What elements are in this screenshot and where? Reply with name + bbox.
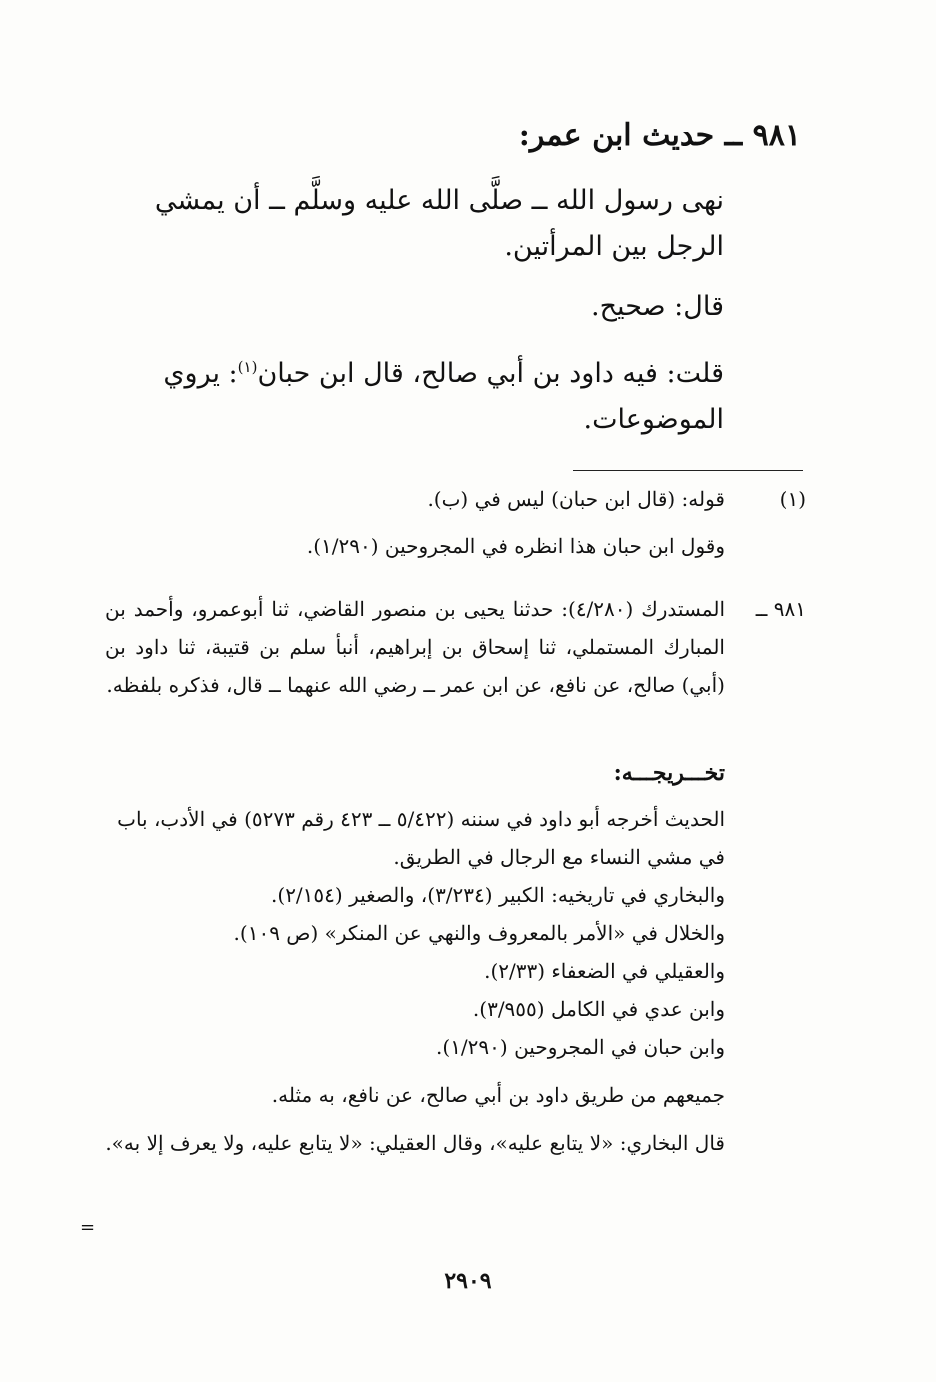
page-number: ٢٩٠٩ [444,1268,492,1294]
main-text [105,178,724,443]
takhrij-paragraph: الحديث أخرجه أبو داود في سننه (٥/٤٢٢ ــ ٤٢٣ رقم ٥٢٧٣) في الأدب، باب في مشي النساء مع الرجال في الطريق. [117,807,725,869]
takhrij-paragraph: والخلال في «الأمر بالمعروف والنهي عن المنكر» (ص ١٠٩). [233,921,725,945]
entry-heading: ٩٨١ ــ حديث ابن عمر: [518,118,801,153]
takhrij-paragraph: وابن عدي في الكامل (٣/٩٥٥). [472,997,725,1021]
continuation-mark: = [80,1217,96,1238]
takhrij-title: تخـــريجـــه: [613,760,725,786]
footnote-1-number: (١) [779,487,806,511]
comment-suffix: : يروي الموضوعات. [163,358,724,435]
source-text: المستدرك (٤/٢٨٠): حدثنا يحيى بن منصور القاضي، ثنا أبوعمرو، وأحمد بن المبارك المستملي، ثنا إسحاق بن إبراهيم، أنبأ سلم بن قتيبة، ثنا داود بن (أبي) صالح، عن نافع، عن ابن عمر ــ رضي الله عنهما ــ قال، فذكره بلفظه. [105,597,726,697]
hadith-text: نهى رسول الله ــ صلَّى الله عليه وسلَّم ــ أن يمشي الرجل بين المرأتين. [154,185,724,262]
footnote-separator [573,470,803,471]
takhrij-paragraph: جميعهم من طريق داود بن أبي صالح، عن نافع، به مثله. [271,1083,725,1107]
footnote-ref: (١) [237,358,258,376]
takhrij-paragraph: وابن حبان في المجروحين (١/٢٩٠). [436,1035,725,1059]
comment-text [105,344,724,443]
footnote-1-line-2: وقول ابن حبان هذا انظره في المجروحين (١/٢٩٠). [306,534,725,558]
verdict-text: قال: صحيح. [591,291,724,322]
footnote-1-line-1: قوله: (قال ابن حبان) ليس في (ب). [427,487,725,511]
takhrij-body [105,800,725,1162]
comment-prefix: قلت: فيه داود بن أبي صالح، قال ابن حبان [257,358,724,389]
footnote-1 [105,482,725,564]
takhrij-paragraph: والعقيلي في الضعفاء (٢/٣٣). [484,959,725,983]
source-number: ٩٨١ ــ [755,597,806,621]
takhrij-paragraph: والبخاري في تاريخيه: الكبير (٣/٢٣٤)، والصغير (٢/١٥٤). [271,883,725,907]
takhrij-paragraph: قال البخاري: «لا يتابع عليه»، وقال العقيلي: «لا يتابع عليه، ولا يعرف إلا به». [105,1131,725,1155]
